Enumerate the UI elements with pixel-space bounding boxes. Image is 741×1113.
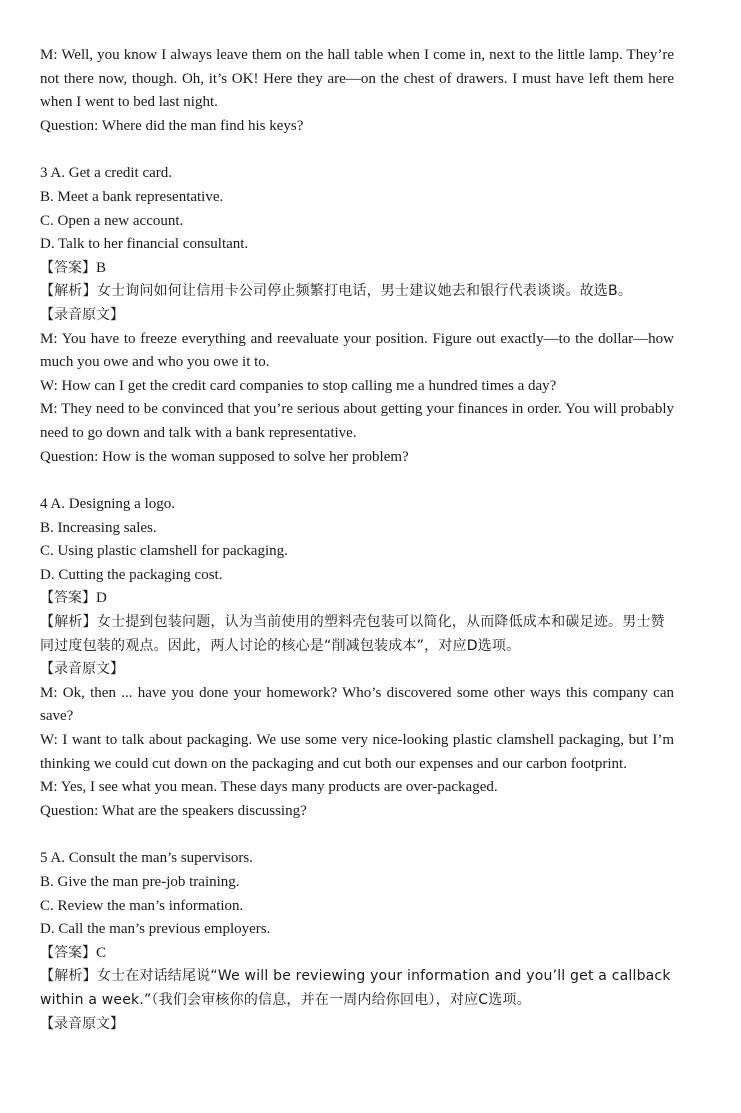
option-b: B. Increasing sales. <box>40 519 157 536</box>
answer-label: 【答案】 <box>40 944 96 961</box>
answer-line <box>40 257 674 281</box>
transcript-label: 【录音原文】 <box>40 1015 124 1032</box>
transcript-line: M: They need to be convinced that you’re serious about getting your finances in order. You will probably need to go down and talk with a bank representative. <box>40 401 674 441</box>
option-c: C. Open a new account. <box>40 212 184 229</box>
document-page <box>40 44 674 1036</box>
previous-transcript <box>40 44 674 138</box>
transcript-line: M: Ok, then ... have you done your homework? Who’s discovered some other ways this company can save? <box>40 684 674 725</box>
option-b: B. Meet a bank representative. <box>40 188 224 205</box>
transcript-question: Question: How is the woman supposed to solve her problem? <box>40 448 409 465</box>
question-4 <box>40 493 674 823</box>
answer-label: 【答案】 <box>40 259 96 276</box>
option-a: 5 A. Consult the man’s supervisors. <box>40 850 253 867</box>
answer-value: D <box>96 590 107 607</box>
analysis-label: 【解析】 <box>40 614 97 631</box>
analysis-label: 【解析】 <box>40 283 97 300</box>
question-5 <box>40 847 674 1036</box>
transcript-line: W: I want to talk about packaging. We use some very nice-looking plastic clamshell packaging, but I’m thinking we could cut down on the packaging and cut both our expenses and our carbon footprint. <box>40 732 674 772</box>
question-3 <box>40 162 674 469</box>
analysis-text: 女士询问如何让信用卡公司停止频繁打电话，男士建议她去和银行代表谈谈。故选B。 <box>96 283 633 300</box>
analysis-line <box>40 280 674 304</box>
transcript-question: Question: What are the speakers discussing? <box>40 802 307 819</box>
analysis-text: 女士提到包装问题，认为当前使用的塑料壳包装可以简化，从而降低成本和碳足迹。男士赞同过度包装的观点。因此，两人讨论的核心是“削减包装成本”，对应D选项。 <box>40 614 665 654</box>
answer-line <box>40 942 674 966</box>
option-d: D. Cutting the packaging cost. <box>40 566 223 583</box>
option-d: D. Talk to her financial consultant. <box>40 236 249 253</box>
transcript-label: 【录音原文】 <box>40 306 124 323</box>
option-d: D. Call the man’s previous employers. <box>40 921 271 938</box>
transcript-line: M: Well, you know I always leave them on the hall table when I come in, next to the little lamp. They’re not there now, though. Oh, it’s OK! Here they are—on the chest of drawers. I must have left them here when I went to bed last night. <box>40 47 674 111</box>
option-c: C. Review the man’s information. <box>40 897 244 914</box>
transcript-line: W: How can I get the credit card companies to stop calling me a hundred times a day? <box>40 377 557 394</box>
analysis-line <box>40 965 674 1012</box>
analysis-line <box>40 611 674 658</box>
transcript-question: Question: Where did the man find his keys? <box>40 117 304 134</box>
analysis-text: 女士在对话结尾说“We will be reviewing your information and you’ll get a callback within a week.”（我们会审核你的信息，并在一周内给你回电），对应C选项。 <box>40 968 671 1008</box>
answer-label: 【答案】 <box>40 590 96 607</box>
option-c: C. Using plastic clamshell for packaging. <box>40 543 288 560</box>
answer-value: C <box>96 944 107 961</box>
answer-value: B <box>96 259 107 276</box>
option-a: 4 A. Designing a logo. <box>40 496 175 513</box>
transcript-line: M: Yes, I see what you mean. These days many products are over-packaged. <box>40 779 498 796</box>
transcript-label: 【录音原文】 <box>40 661 124 678</box>
transcript-line: M: You have to freeze everything and reevaluate your position. Figure out exactly—to the dollar—how much you owe and who you owe it to. <box>40 330 674 371</box>
option-a: 3 A. Get a credit card. <box>40 165 173 182</box>
analysis-label: 【解析】 <box>40 968 97 985</box>
answer-line <box>40 587 674 611</box>
option-b: B. Give the man pre-job training. <box>40 874 240 890</box>
